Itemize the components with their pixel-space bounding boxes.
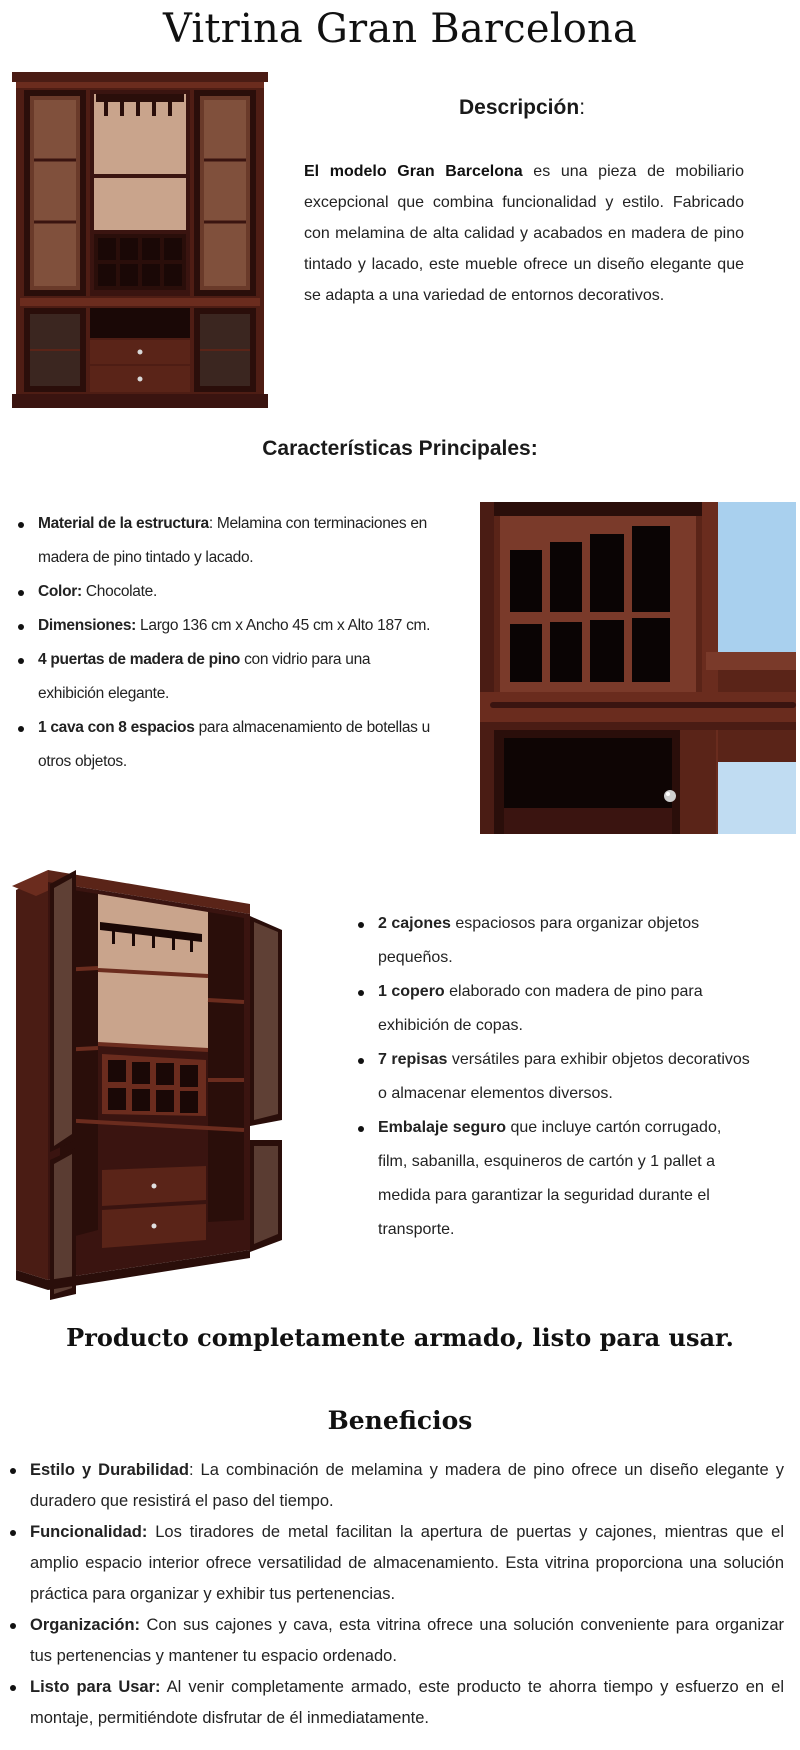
item-text: Con sus cajones y cava, esta vitrina ofrece una solución conveniente para organizar tus pertenencias y mantener tu espacio ordenado. — [30, 1616, 784, 1665]
item-text: elaborado con madera de pino para exhibición de copas. — [378, 983, 703, 1034]
features-heading: Características Principales: — [262, 437, 538, 460]
ready-to-use-banner: Producto completamente armado, listo para usar. — [66, 1323, 734, 1352]
list-item — [12, 507, 432, 575]
list-item — [12, 643, 432, 711]
description-text — [304, 156, 744, 311]
item-text: Chocolate. — [81, 583, 157, 600]
item-label: Color: — [38, 583, 82, 600]
item-text: con vidrio para una exhibición elegante. — [38, 651, 371, 702]
item-label: Material de la estructura — [38, 515, 209, 532]
description-lead: El modelo Gran Barcelona — [304, 163, 523, 180]
item-label: Dimensiones: — [38, 617, 137, 634]
item-label: 1 copero — [378, 983, 445, 1000]
item-label: 2 cajones — [378, 915, 451, 932]
list-item — [4, 1517, 784, 1610]
item-text: Largo 136 cm x Ancho 45 cm x Alto 187 cm. — [136, 617, 431, 634]
item-label: 7 repisas — [378, 1051, 448, 1068]
item-label: Listo para Usar: — [30, 1678, 161, 1696]
list-item — [12, 711, 432, 779]
item-text: : Melamina con terminaciones en madera de pino tintado y lacado. — [38, 515, 427, 566]
item-text: para almacenamiento de botellas u otros objetos. — [38, 719, 430, 770]
benefits-list — [4, 1455, 784, 1734]
list-item — [4, 1455, 784, 1517]
list-item — [4, 1672, 784, 1734]
list-item — [352, 1043, 752, 1111]
features-list-a — [12, 507, 432, 779]
item-text: Al venir completamente armado, este producto te ahorra tiempo y esfuerzo en el montaje, permitiéndote disfrutar de él inmediatamente. — [30, 1678, 784, 1727]
benefits-heading: Beneficios — [327, 1406, 473, 1435]
item-text: que incluye cartón corrugado, film, sabanilla, esquineros de cartón y 1 pallet a medida para garantizar la seguridad durante el transporte. — [378, 1119, 722, 1238]
item-text: Los tiradores de metal facilitan la apertura de puertas y cajones, mientras que el amplio espacio interior ofrece versatilidad de almacenamiento. Esta vitrina proporciona una solución práctica para organizar y exhibir tus pertenencias. — [30, 1523, 784, 1603]
description-heading-text: Descripción — [458, 96, 580, 119]
item-label: 1 cava con 8 espacios — [38, 719, 195, 736]
description-body: es una pieza de mobiliario excepcional que combina funcionalidad y estilo. Fabricado con melamina de alta calidad y acabados en madera de pino tintado y lacado, este mueble ofrece un diseño elegante que se adapta a una variedad de entornos decorativos. — [304, 163, 744, 304]
cava-closeup-image — [480, 502, 796, 834]
item-text: espaciosos para organizar objetos pequeños. — [378, 915, 700, 966]
item-text: versátiles para exhibir objetos decorativos o almacenar elementos diversos. — [378, 1051, 750, 1102]
cabinet-front-image — [12, 72, 268, 408]
list-item — [352, 975, 752, 1043]
description-heading — [302, 96, 742, 120]
description-heading-colon: : — [579, 96, 586, 119]
list-item — [12, 575, 432, 609]
list-item — [352, 1111, 752, 1247]
cabinet-open-image — [12, 870, 290, 1300]
item-label: 4 puertas de madera de pino — [38, 651, 241, 668]
list-item — [12, 609, 432, 643]
item-text: : La combinación de melamina y madera de pino ofrece un diseño elegante y duradero que resistirá el paso del tiempo. — [30, 1461, 784, 1510]
list-item — [4, 1610, 784, 1672]
item-label: Organización: — [30, 1616, 141, 1634]
features-list-b — [352, 907, 752, 1247]
page-title: Vitrina Gran Barcelona — [162, 6, 637, 52]
item-label: Funcionalidad: — [30, 1523, 148, 1541]
item-label: Embalaje seguro — [378, 1119, 507, 1136]
item-label: Estilo y Durabilidad — [30, 1461, 189, 1479]
list-item — [352, 907, 752, 975]
